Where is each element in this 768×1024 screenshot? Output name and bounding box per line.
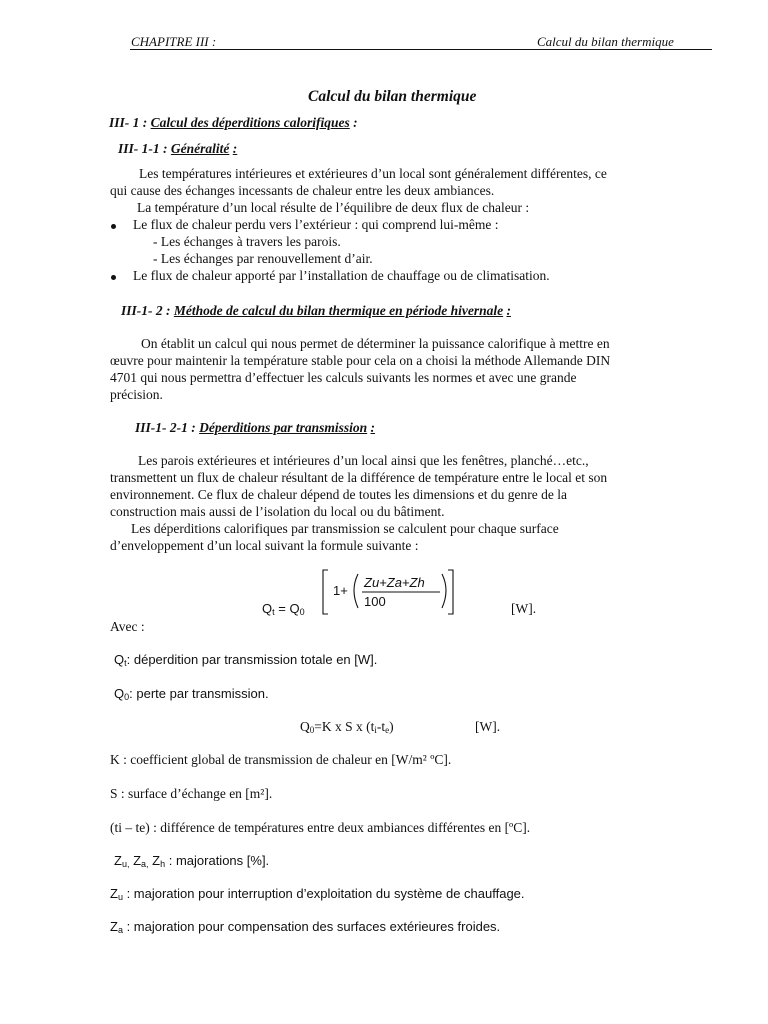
bullet-icon xyxy=(111,224,116,229)
section-heading-1 xyxy=(109,115,358,131)
paragraph-line: œuvre pour maintenir la température stable pour cela on a choisi la méthode Allemande DIN xyxy=(110,353,611,368)
page-title: Calcul du bilan thermique xyxy=(308,88,477,105)
section-heading-1-1 xyxy=(118,141,237,157)
bullet-icon xyxy=(111,275,116,280)
formula-q0-unit: [W]. xyxy=(475,719,501,734)
paragraph-line: La température d’un local résulte de l’équilibre de deux flux de chaleur : xyxy=(137,200,530,215)
section-label: Méthode de calcul du bilan thermique en période hivernale xyxy=(173,303,504,318)
formula-denominator: 100 xyxy=(364,594,386,609)
section-colon: : xyxy=(370,420,376,435)
paragraph-line: Les températures intérieures et extérieures d’un local sont généralement différentes, ce xyxy=(139,166,607,181)
section-heading-1-2-1 xyxy=(135,420,375,436)
definition-ti-te: (ti – te) : différence de températures entre deux ambiances différentes en [ºC]. xyxy=(110,820,531,835)
definition-q0: $Q_0$: perte par transmission. xyxy=(114,686,269,702)
formula-numerator: Zu+Za+Zh xyxy=(364,575,425,590)
paragraph-line: transmettent un flux de chaleur résultant de la différence de température entre le local et son xyxy=(110,470,608,485)
definition-z: $Z_{u,}$ $Z_{a,}$ $Z_h$ : majorations [%]. xyxy=(114,853,270,869)
definition-zu: $Z_u$ : majoration pour interruption d’exploitation du système de chauffage. xyxy=(110,886,525,902)
list-item: Le flux de chaleur perdu vers l’extérieur : qui comprend lui-même : xyxy=(133,217,499,232)
section-colon: : xyxy=(353,115,358,130)
section-label: Calcul des déperditions calorifiques xyxy=(150,115,350,130)
header-title: Calcul du bilan thermique xyxy=(537,34,674,49)
header-chapter: CHAPITRE III : xyxy=(131,34,217,49)
list-subitem: - Les échanges à travers les parois. xyxy=(153,234,341,249)
definition-za: $Z_a$ : majoration pour compensation des surfaces extérieures froides. xyxy=(110,919,501,935)
section-label: Déperditions par transmission xyxy=(199,420,368,435)
section-heading-1-2 xyxy=(121,303,511,319)
paragraph-line: Les déperditions calorifiques par transmission se calculent pour chaque surface xyxy=(131,521,559,536)
paragraph-line: qui cause des échanges incessants de chaleur entre les deux ambiances. xyxy=(110,183,495,198)
formula-unit: [W]. xyxy=(511,601,537,616)
paragraph-line: 4701 qui nous permettra d’effectuer les calculs suivants les normes et avec une grande xyxy=(110,370,577,385)
formula-lhs: $Q_t = Q_0$ xyxy=(262,601,305,617)
paragraph-line: environnement. Ce flux de chaleur dépend de toutes les dimensions et du genre de la xyxy=(110,487,567,502)
definition-k: K : coefficient global de transmission de chaleur en [W/m² ºC]. xyxy=(110,752,452,767)
paragraph-line: Les parois extérieures et intérieures d’un local ainsi que les fenêtres, planché…etc., xyxy=(138,453,589,468)
section-number: III-1- 2-1 : xyxy=(135,420,196,435)
section-number: III- 1-1 : xyxy=(118,141,168,156)
section-number: III-1- 2 : xyxy=(121,303,171,318)
formula-one-plus: 1+ xyxy=(333,583,348,598)
formula-q0: $Q_0=K$ x S x $(t_i-t_e)$ xyxy=(300,719,394,735)
paragraph-line: On établit un calcul qui nous permet de déterminer la puissance calorifique à mettre en xyxy=(141,336,610,351)
definition-qt: $Q_t$: déperdition par transmission totale en [W]. xyxy=(114,652,378,668)
section-number: III- 1 : xyxy=(109,115,148,130)
avec-label: Avec : xyxy=(110,619,145,634)
paragraph-line: d’enveloppement d’un local suivant la formule suivante : xyxy=(110,538,419,553)
header-rule xyxy=(130,49,712,50)
section-label: Généralité xyxy=(170,141,230,156)
paragraph-line: précision. xyxy=(110,387,163,402)
section-colon: : xyxy=(506,303,511,318)
list-item: Le flux de chaleur apporté par l’installation de chauffage ou de climatisation. xyxy=(133,268,550,283)
paragraph-line: construction mais aussi de l’isolation du local ou du bâtiment. xyxy=(110,504,445,519)
definition-s: S : surface d’échange en [m²]. xyxy=(110,786,273,801)
list-subitem: - Les échanges par renouvellement d’air. xyxy=(153,251,373,266)
section-colon: : xyxy=(232,141,238,156)
